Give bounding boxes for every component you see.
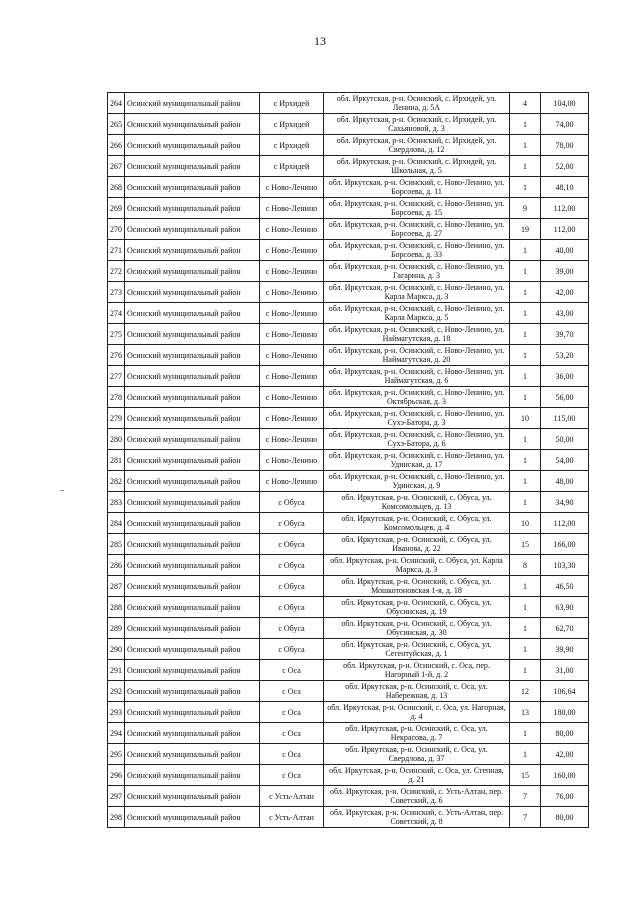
area-cell: 74,00 <box>541 114 589 135</box>
address-cell: обл. Иркутская, р-н. Осинский, с. Ирхидей, ул. Свердлова, д. 12 <box>324 135 510 156</box>
row-number: 272 <box>108 261 125 282</box>
settlement-cell: с Ново-Ленино <box>260 471 324 492</box>
table-row <box>108 198 589 219</box>
table-row <box>108 555 589 576</box>
settlement-cell: с Ирхидей <box>260 93 324 114</box>
settlement-cell: с Ново-Ленино <box>260 429 324 450</box>
table-row <box>108 702 589 723</box>
address-cell: обл. Иркутская, р-н. Осинский, с. Оса, ул. Степная, д. 21 <box>324 765 510 786</box>
area-cell: 160,00 <box>541 765 589 786</box>
settlement-cell: с Обуса <box>260 492 324 513</box>
area-cell: 112,00 <box>541 198 589 219</box>
address-cell: обл. Иркутская, р-н. Осинский, с. Ново-Ленино, ул. Сухэ-Батора, д. 3 <box>324 408 510 429</box>
count-cell: 10 <box>510 408 541 429</box>
area-cell: 80,00 <box>541 723 589 744</box>
address-cell: обл. Иркутская, р-н. Осинский, с. Обуса, ул. Комсомольцев, д. 13 <box>324 492 510 513</box>
settlement-cell: с Ново-Ленино <box>260 240 324 261</box>
count-cell: 1 <box>510 576 541 597</box>
table-row <box>108 114 589 135</box>
count-cell: 10 <box>510 513 541 534</box>
address-cell: обл. Иркутская, р-н. Осинский, с. Ново-Ленино, ул. Удинская, д. 17 <box>324 450 510 471</box>
row-number: 291 <box>108 660 125 681</box>
district-cell: Осинский муниципальный район <box>125 366 260 387</box>
address-cell: обл. Иркутская, р-н. Осинский, с. Оса, пер. Нагорный 1-й, д. 2 <box>324 660 510 681</box>
count-cell: 1 <box>510 597 541 618</box>
address-cell: обл. Иркутская, р-н. Осинский, с. Ново-Ленино, ул. Борсоева, д. 11 <box>324 177 510 198</box>
address-cell: обл. Иркутская, р-н. Осинский, с. Обуса, ул. Сегентуйская, д. 1 <box>324 639 510 660</box>
district-cell: Осинский муниципальный район <box>125 492 260 513</box>
district-cell: Осинский муниципальный район <box>125 618 260 639</box>
count-cell: 1 <box>510 387 541 408</box>
row-number: 266 <box>108 135 125 156</box>
address-cell: обл. Иркутская, р-н. Осинский, с. Оса, ул. Некрасова, д. 7 <box>324 723 510 744</box>
row-number: 294 <box>108 723 125 744</box>
address-cell: обл. Иркутская, р-н. Осинский, с. Оса, ул. Набережная, д. 13 <box>324 681 510 702</box>
count-cell: 1 <box>510 324 541 345</box>
row-number: 265 <box>108 114 125 135</box>
row-number: 296 <box>108 765 125 786</box>
area-cell: 115,00 <box>541 408 589 429</box>
district-cell: Осинский муниципальный район <box>125 765 260 786</box>
area-cell: 42,00 <box>541 282 589 303</box>
row-number: 274 <box>108 303 125 324</box>
area-cell: 34,90 <box>541 492 589 513</box>
settlement-cell: с Ново-Ленино <box>260 282 324 303</box>
registry-table-body <box>108 93 589 828</box>
settlement-cell: с Ново-Ленино <box>260 177 324 198</box>
district-cell: Осинский муниципальный район <box>125 807 260 828</box>
district-cell: Осинский муниципальный район <box>125 93 260 114</box>
address-cell: обл. Иркутская, р-н. Осинский, с. Ново-Ленино, ул. Сухэ-Батора, д. 6 <box>324 429 510 450</box>
district-cell: Осинский муниципальный район <box>125 786 260 807</box>
area-cell: 63,90 <box>541 597 589 618</box>
address-cell: обл. Иркутская, р-н. Осинский, с. Обуса, ул. Комсомольцев, д. 4 <box>324 513 510 534</box>
area-cell: 76,00 <box>541 786 589 807</box>
district-cell: Осинский муниципальный район <box>125 135 260 156</box>
address-cell: обл. Иркутская, р-н. Осинский, с. Ново-Ленино, ул. Октябрьская, д. 3 <box>324 387 510 408</box>
row-number: 283 <box>108 492 125 513</box>
address-cell: обл. Иркутская, р-н. Осинский, с. Ирхидей, ул. Сахьяновой, д. 3 <box>324 114 510 135</box>
area-cell: 166,00 <box>541 534 589 555</box>
table-row <box>108 534 589 555</box>
settlement-cell: с Оса <box>260 681 324 702</box>
district-cell: Осинский муниципальный район <box>125 639 260 660</box>
table-row <box>108 681 589 702</box>
table-row <box>108 618 589 639</box>
district-cell: Осинский муниципальный район <box>125 450 260 471</box>
table-row <box>108 282 589 303</box>
area-cell: 53,20 <box>541 345 589 366</box>
area-cell: 180,00 <box>541 702 589 723</box>
count-cell: 1 <box>510 492 541 513</box>
count-cell: 1 <box>510 135 541 156</box>
settlement-cell: с Ново-Ленино <box>260 198 324 219</box>
row-number: 264 <box>108 93 125 114</box>
settlement-cell: с Ново-Ленино <box>260 366 324 387</box>
row-number: 292 <box>108 681 125 702</box>
area-cell: 43,00 <box>541 303 589 324</box>
table-row <box>108 429 589 450</box>
district-cell: Осинский муниципальный район <box>125 240 260 261</box>
district-cell: Осинский муниципальный район <box>125 597 260 618</box>
table-row <box>108 135 589 156</box>
district-cell: Осинский муниципальный район <box>125 471 260 492</box>
row-number: 285 <box>108 534 125 555</box>
settlement-cell: с Усть-Алтан <box>260 807 324 828</box>
count-cell: 1 <box>510 744 541 765</box>
address-cell: обл. Иркутская, р-н. Осинский, с. Ирхидей, ул. Ленина, д. 5А <box>324 93 510 114</box>
count-cell: 9 <box>510 198 541 219</box>
settlement-cell: с Оса <box>260 723 324 744</box>
settlement-cell: с Обуса <box>260 513 324 534</box>
table-row <box>108 345 589 366</box>
row-number: 282 <box>108 471 125 492</box>
table-row <box>108 219 589 240</box>
row-number: 288 <box>108 597 125 618</box>
row-number: 279 <box>108 408 125 429</box>
count-cell: 19 <box>510 219 541 240</box>
row-number: 271 <box>108 240 125 261</box>
area-cell: 39,00 <box>541 261 589 282</box>
settlement-cell: с Обуса <box>260 576 324 597</box>
count-cell: 7 <box>510 786 541 807</box>
area-cell: 46,50 <box>541 576 589 597</box>
district-cell: Осинский муниципальный район <box>125 261 260 282</box>
address-cell: обл. Иркутская, р-н. Осинский, с. Ново-Ленино, ул. Борсоева, д. 27 <box>324 219 510 240</box>
district-cell: Осинский муниципальный район <box>125 702 260 723</box>
table-row <box>108 597 589 618</box>
district-cell: Осинский муниципальный район <box>125 534 260 555</box>
table-row <box>108 324 589 345</box>
count-cell: 4 <box>510 93 541 114</box>
district-cell: Осинский муниципальный район <box>125 513 260 534</box>
district-cell: Осинский муниципальный район <box>125 723 260 744</box>
table-row <box>108 807 589 828</box>
count-cell: 1 <box>510 261 541 282</box>
area-cell: 103,30 <box>541 555 589 576</box>
settlement-cell: с Ново-Ленино <box>260 387 324 408</box>
area-cell: 39,90 <box>541 639 589 660</box>
margin-mark <box>60 490 64 491</box>
area-cell: 56,00 <box>541 387 589 408</box>
row-number: 269 <box>108 198 125 219</box>
count-cell: 1 <box>510 429 541 450</box>
address-cell: обл. Иркутская, р-н. Осинский, с. Обуса, ул. Иванова, д. 22 <box>324 534 510 555</box>
table-row <box>108 786 589 807</box>
area-cell: 31,00 <box>541 660 589 681</box>
row-number: 275 <box>108 324 125 345</box>
row-number: 278 <box>108 387 125 408</box>
address-cell: обл. Иркутская, р-н. Осинский, с. Ново-Ленино, ул. Гагарина, д. 3 <box>324 261 510 282</box>
address-cell: обл. Иркутская, р-н. Осинский, с. Ново-Ленино, ул. Удинская, д. 9 <box>324 471 510 492</box>
district-cell: Осинский муниципальный район <box>125 324 260 345</box>
row-number: 270 <box>108 219 125 240</box>
count-cell: 8 <box>510 555 541 576</box>
address-cell: обл. Иркутская, р-н. Осинский, с. Обуса, ул. Мошкотоновская 1-я, д. 18 <box>324 576 510 597</box>
area-cell: 104,00 <box>541 93 589 114</box>
district-cell: Осинский муниципальный район <box>125 282 260 303</box>
count-cell: 1 <box>510 723 541 744</box>
address-cell: обл. Иркутская, р-н. Осинский, с. Обуса, ул. Обусинская, д. 19 <box>324 597 510 618</box>
table-row <box>108 660 589 681</box>
area-cell: 54,00 <box>541 450 589 471</box>
table-row <box>108 450 589 471</box>
settlement-cell: с Обуса <box>260 597 324 618</box>
count-cell: 1 <box>510 303 541 324</box>
settlement-cell: с Обуса <box>260 555 324 576</box>
count-cell: 7 <box>510 807 541 828</box>
settlement-cell: с Оса <box>260 660 324 681</box>
address-cell: обл. Иркутская, р-н. Осинский, с. Ново-Ленино, ул. Карла Маркса, д. 5 <box>324 303 510 324</box>
area-cell: 112,00 <box>541 219 589 240</box>
settlement-cell: с Обуса <box>260 639 324 660</box>
address-cell: обл. Иркутская, р-н. Осинский, с. Оса, ул. Свердлова, д. 37 <box>324 744 510 765</box>
row-number: 297 <box>108 786 125 807</box>
district-cell: Осинский муниципальный район <box>125 198 260 219</box>
district-cell: Осинский муниципальный район <box>125 408 260 429</box>
row-number: 298 <box>108 807 125 828</box>
count-cell: 1 <box>510 660 541 681</box>
address-cell: обл. Иркутская, р-н. Осинский, с. Ново-Ленино, ул. Борсоева, д. 15 <box>324 198 510 219</box>
settlement-cell: с Ново-Ленино <box>260 219 324 240</box>
district-cell: Осинский муниципальный район <box>125 345 260 366</box>
district-cell: Осинский муниципальный район <box>125 387 260 408</box>
settlement-cell: с Ново-Ленино <box>260 303 324 324</box>
address-cell: обл. Иркутская, р-н. Осинский, с. Ново-Ленино, ул. Наймагутская, д. 18 <box>324 324 510 345</box>
district-cell: Осинский муниципальный район <box>125 219 260 240</box>
district-cell: Осинский муниципальный район <box>125 681 260 702</box>
district-cell: Осинский муниципальный район <box>125 429 260 450</box>
table-row <box>108 639 589 660</box>
settlement-cell: с Ново-Ленино <box>260 345 324 366</box>
address-cell: обл. Иркутская, р-н. Осинский, с. Обуса, ул. Обусинская, д. 30 <box>324 618 510 639</box>
row-number: 276 <box>108 345 125 366</box>
count-cell: 1 <box>510 114 541 135</box>
table-row <box>108 765 589 786</box>
settlement-cell: с Обуса <box>260 534 324 555</box>
table-row <box>108 513 589 534</box>
settlement-cell: с Ново-Ленино <box>260 324 324 345</box>
settlement-cell: с Ирхидей <box>260 135 324 156</box>
area-cell: 112,00 <box>541 513 589 534</box>
settlement-cell: с Ново-Ленино <box>260 261 324 282</box>
table-row <box>108 366 589 387</box>
area-cell: 39,70 <box>541 324 589 345</box>
count-cell: 13 <box>510 702 541 723</box>
count-cell: 15 <box>510 765 541 786</box>
settlement-cell: с Оса <box>260 765 324 786</box>
row-number: 290 <box>108 639 125 660</box>
settlement-cell: с Обуса <box>260 618 324 639</box>
area-cell: 80,00 <box>541 807 589 828</box>
count-cell: 1 <box>510 240 541 261</box>
table-row <box>108 492 589 513</box>
count-cell: 1 <box>510 345 541 366</box>
row-number: 289 <box>108 618 125 639</box>
area-cell: 36,00 <box>541 366 589 387</box>
row-number: 284 <box>108 513 125 534</box>
district-cell: Осинский муниципальный район <box>125 555 260 576</box>
settlement-cell: с Ново-Ленино <box>260 450 324 471</box>
count-cell: 1 <box>510 618 541 639</box>
area-cell: 52,00 <box>541 156 589 177</box>
table-row <box>108 723 589 744</box>
row-number: 273 <box>108 282 125 303</box>
address-cell: обл. Иркутская, р-н. Осинский, с. Оса, ул. Нагорная, д. 4 <box>324 702 510 723</box>
settlement-cell: с Ново-Ленино <box>260 408 324 429</box>
area-cell: 78,00 <box>541 135 589 156</box>
table-row <box>108 93 589 114</box>
count-cell: 12 <box>510 681 541 702</box>
district-cell: Осинский муниципальный район <box>125 744 260 765</box>
row-number: 280 <box>108 429 125 450</box>
settlement-cell: с Ирхидей <box>260 156 324 177</box>
row-number: 277 <box>108 366 125 387</box>
district-cell: Осинский муниципальный район <box>125 114 260 135</box>
table-row <box>108 744 589 765</box>
row-number: 286 <box>108 555 125 576</box>
address-cell: обл. Иркутская, р-н. Осинский, с. Усть-Алтан, пер. Советский, д. 6 <box>324 786 510 807</box>
district-cell: Осинский муниципальный район <box>125 660 260 681</box>
address-cell: обл. Иркутская, р-н. Осинский, с. Ново-Ленино, ул. Борсоева, д. 33 <box>324 240 510 261</box>
address-cell: обл. Иркутская, р-н. Осинский, с. Обуса, ул. Карла Маркса, д. 3 <box>324 555 510 576</box>
address-cell: обл. Иркутская, р-н. Осинский, с. Ново-Ленино, ул. Наймагутская, д. 6 <box>324 366 510 387</box>
row-number: 268 <box>108 177 125 198</box>
row-number: 295 <box>108 744 125 765</box>
district-cell: Осинский муниципальный район <box>125 303 260 324</box>
count-cell: 1 <box>510 450 541 471</box>
count-cell: 1 <box>510 177 541 198</box>
district-cell: Осинский муниципальный район <box>125 156 260 177</box>
table-row <box>108 156 589 177</box>
address-cell: обл. Иркутская, р-н. Осинский, с. Ирхидей, ул. Школьная, д. 5 <box>324 156 510 177</box>
row-number: 281 <box>108 450 125 471</box>
table-row <box>108 303 589 324</box>
settlement-cell: с Ирхидей <box>260 114 324 135</box>
address-cell: обл. Иркутская, р-н. Осинский, с. Усть-Алтан, пер. Советский, д. 8 <box>324 807 510 828</box>
table-row <box>108 576 589 597</box>
settlement-cell: с Оса <box>260 744 324 765</box>
row-number: 287 <box>108 576 125 597</box>
count-cell: 1 <box>510 639 541 660</box>
table-row <box>108 240 589 261</box>
table-row <box>108 177 589 198</box>
table-row <box>108 261 589 282</box>
registry-table <box>107 92 589 828</box>
count-cell: 1 <box>510 282 541 303</box>
settlement-cell: с Усть-Алтан <box>260 786 324 807</box>
table-row <box>108 471 589 492</box>
table-row <box>108 387 589 408</box>
address-cell: обл. Иркутская, р-н. Осинский, с. Ново-Ленино, ул. Наймагутская, д. 20 <box>324 345 510 366</box>
district-cell: Осинский муниципальный район <box>125 177 260 198</box>
area-cell: 50,00 <box>541 429 589 450</box>
table-row <box>108 408 589 429</box>
area-cell: 48,00 <box>541 471 589 492</box>
count-cell: 15 <box>510 534 541 555</box>
row-number: 293 <box>108 702 125 723</box>
area-cell: 48,10 <box>541 177 589 198</box>
count-cell: 1 <box>510 471 541 492</box>
district-cell: Осинский муниципальный район <box>125 576 260 597</box>
page-number: 13 <box>314 34 326 48</box>
area-cell: 42,00 <box>541 744 589 765</box>
settlement-cell: с Оса <box>260 702 324 723</box>
count-cell: 1 <box>510 366 541 387</box>
row-number: 267 <box>108 156 125 177</box>
area-cell: 106,64 <box>541 681 589 702</box>
area-cell: 40,00 <box>541 240 589 261</box>
area-cell: 62,70 <box>541 618 589 639</box>
address-cell: обл. Иркутская, р-н. Осинский, с. Ново-Ленино, ул. Карла Маркса, д. 3 <box>324 282 510 303</box>
count-cell: 1 <box>510 156 541 177</box>
